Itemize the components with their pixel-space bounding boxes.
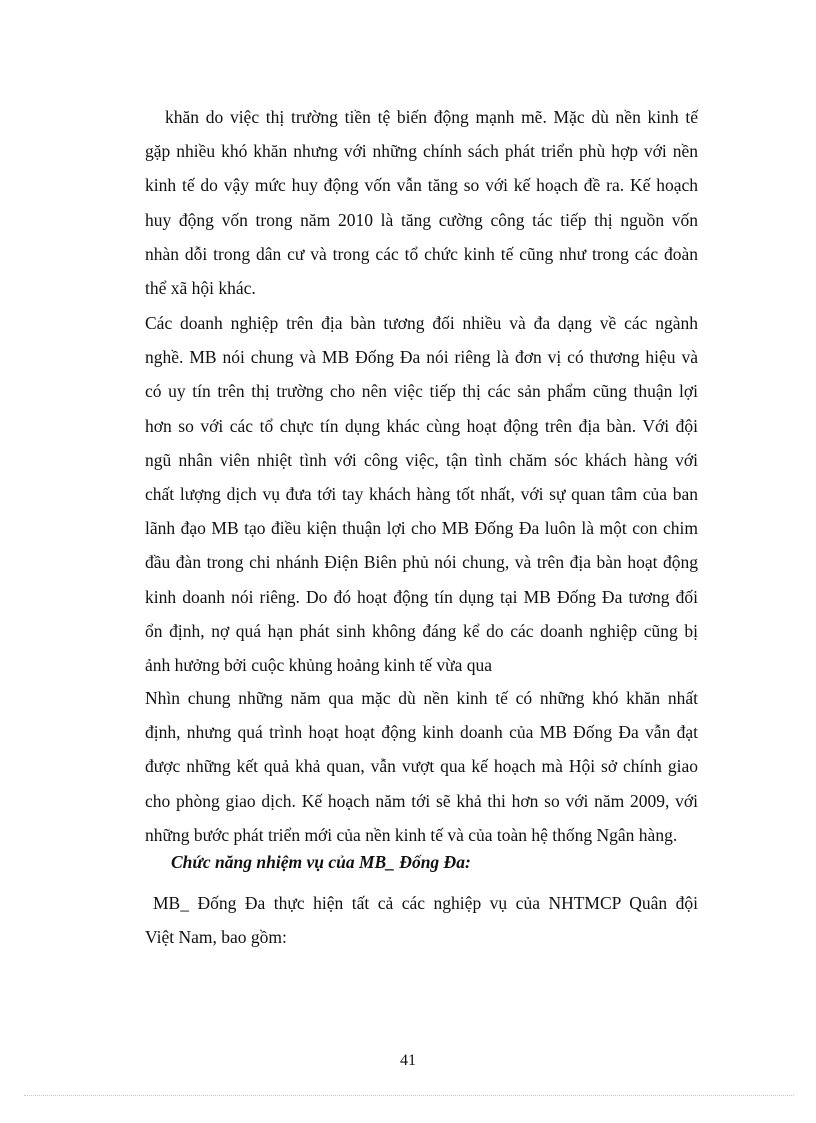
paragraph-2-line-1: Các doanh nghiệp trên địa bàn tương đối nhiều và đa dạng về các ngành: [145, 313, 698, 333]
paragraph-2-line-3: có uy tín trên thị trường cho nên việc tiếp thị các sản phẩm cũng thuận lợi: [145, 381, 698, 402]
paragraph-3-line-4: cho phòng giao dịch. Kế hoạch năm tới sẽ khả thi hơn so với năm 2009, với: [145, 790, 698, 811]
paragraph-2-line-7: lãnh đạo MB tạo điều kiện thuận lợi cho MB Đống Đa luôn là một con chim: [145, 518, 698, 539]
paragraph-3-line-5: những bước phát triển mới của nền kinh tế và của toàn hệ thống Ngân hàng.: [145, 824, 678, 845]
paragraph-2-line-11: ảnh hưởng bởi cuộc khủng hoảng kinh tế vừa qua: [145, 654, 493, 675]
paragraph-3-line-3: được những kết quả khả quan, vẫn vượt qua kế hoạch mà Hội sở chính giao: [145, 756, 698, 777]
paragraph-4: [145, 886, 698, 954]
footer-divider: [24, 1095, 794, 1096]
paragraph-4-line-2: Việt Nam, bao gồm:: [145, 927, 287, 948]
paragraph-1-line-2: gặp nhiều khó khăn nhưng với những chính sách phát triển phù hợp với nền: [145, 141, 698, 162]
paragraph-2-line-5: ngũ nhân viên nhiệt tình với công việc, tận tình chăm sóc khách hàng với: [145, 449, 698, 470]
paragraph-1-line-5: nhàn dỗi trong dân cư và trong các tổ chức kinh tế cũng như trong các đoàn: [145, 243, 698, 264]
paragraph-2: [145, 306, 698, 682]
section-heading: Chức năng nhiệm vụ của MB_ Đống Đa:: [171, 852, 471, 872]
paragraph-3-line-1: Nhìn chung những năm qua mặc dù nền kinh tế có những khó khăn nhất: [145, 688, 698, 708]
paragraph-2-line-2: nghề. MB nói chung và MB Đống Đa nói riêng là đơn vị có thương hiệu và: [145, 347, 698, 368]
paragraph-2-line-9: kinh doanh nói riêng. Do đó hoạt động tín dụng tại MB Đống Đa tương đối: [145, 586, 698, 607]
paragraph-4-line-1: MB_ Đống Đa thực hiện tất cả các nghiệp vụ của NHTMCP Quân đội: [153, 893, 698, 913]
paragraph-2-line-10: ổn định, nợ quá hạn phát sinh không đáng kể do các doanh nghiệp cũng bị: [145, 620, 698, 641]
paragraph-1-line-1: khăn do việc thị trường tiền tệ biến động mạnh mẽ. Mặc dù nền kinh tế: [165, 107, 698, 127]
paragraph-2-line-6: chất lượng dịch vụ đưa tới tay khách hàng tốt nhất, với sự quan tâm của ban: [145, 483, 698, 504]
paragraph-1-line-6: thể xã hội khác.: [145, 277, 256, 298]
paragraph-2-line-4: hơn so với các tổ chực tín dụng khác cùng hoạt động trên địa bàn. Với đội: [145, 415, 698, 436]
paragraph-2-line-8: đầu đàn trong chi nhánh Điện Biên phủ nói chung, và trên địa bàn hoạt động: [145, 552, 698, 573]
paragraph-3: [145, 681, 698, 852]
paragraph-1-line-3: kinh tế do vậy mức huy động vốn vẫn tăng so với kế hoạch đề ra. Kế hoạch: [145, 175, 698, 196]
paragraph-1: [145, 100, 698, 305]
paragraph-3-line-2: định, nhưng quá trình hoạt hoạt động kinh doanh của MB Đống Đa vẫn đạt: [145, 722, 698, 743]
paragraph-1-line-4: huy động vốn trong năm 2010 là tăng cường công tác tiếp thị nguồn vốn: [145, 209, 698, 230]
page-number: 41: [400, 1052, 416, 1069]
